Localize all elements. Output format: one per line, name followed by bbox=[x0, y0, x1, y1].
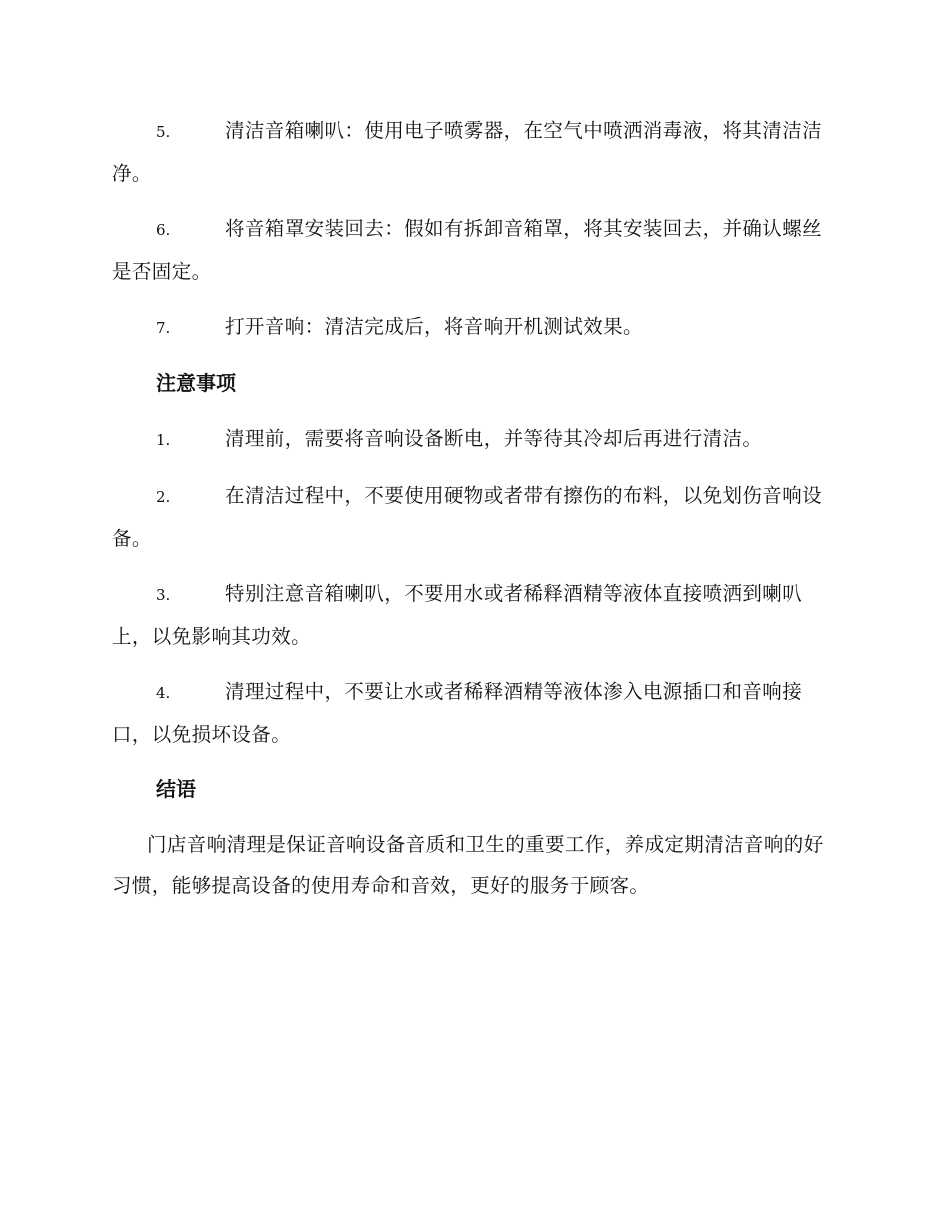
step-item-5 bbox=[112, 110, 832, 194]
note-number: 4. bbox=[156, 684, 171, 702]
step-text: 打开音响：清洁完成后，将音响开机测试效果。 bbox=[225, 315, 643, 338]
note-number: 1. bbox=[156, 431, 171, 449]
note-item-3 bbox=[112, 573, 832, 657]
document-page bbox=[112, 110, 832, 906]
conclusion-paragraph: 门店音响清理是保证音响设备音质和卫生的重要工作，养成定期清洁音响的好习惯，能够提高设备的使用寿命和音效，更好的服务于顾客。 bbox=[112, 833, 824, 897]
note-text: 在清洁过程中，不要使用硬物或者带有擦伤的布料，以免划伤音响设备。 bbox=[112, 484, 823, 550]
note-text: 清理过程中，不要让水或者稀释酒精等液体渗入电源插口和音响接口，以免损坏设备。 bbox=[112, 680, 803, 746]
note-item-2 bbox=[112, 475, 832, 559]
note-item-4 bbox=[112, 671, 832, 755]
note-number: 2. bbox=[156, 488, 171, 506]
note-text: 特别注意音箱喇叭，不要用水或者稀释酒精等液体直接喷洒到喇叭上，以免影响其功效。 bbox=[112, 582, 803, 648]
conclusion-heading: 结语 bbox=[156, 777, 196, 801]
step-text: 将音箱罩安装回去：假如有拆卸音箱罩，将其安装回去，并确认螺丝是否固定。 bbox=[112, 217, 823, 283]
step-text: 清洁音箱喇叭：使用电子喷雾器，在空气中喷洒消毒液，将其清洁洁净。 bbox=[112, 119, 823, 185]
step-number: 5. bbox=[156, 123, 171, 141]
note-number: 3. bbox=[156, 586, 171, 604]
note-text: 清理前，需要将音响设备断电，并等待其冷却后再进行清洁。 bbox=[225, 427, 763, 450]
step-number: 6. bbox=[156, 221, 171, 239]
step-number: 7. bbox=[156, 319, 171, 337]
note-item-1 bbox=[112, 418, 832, 461]
step-item-6 bbox=[112, 208, 832, 292]
notes-heading: 注意事项 bbox=[156, 371, 236, 395]
step-item-7 bbox=[112, 306, 832, 349]
